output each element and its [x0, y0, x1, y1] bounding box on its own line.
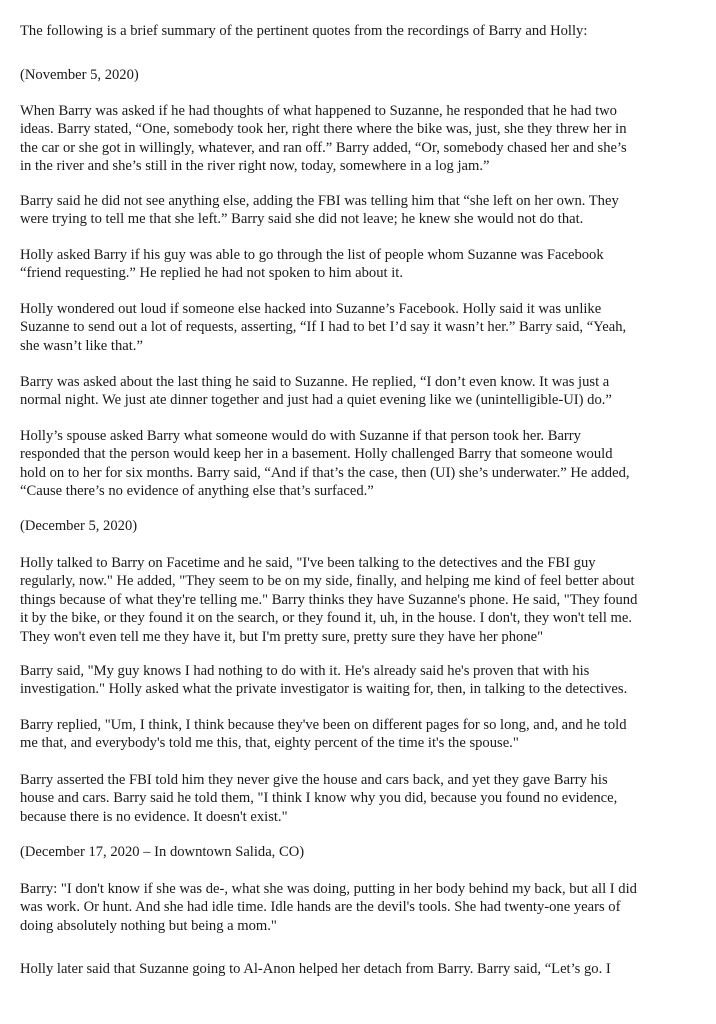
text-line: When Barry was asked if he had thoughts of what happened to Suzanne, he responded that he had two: [20, 103, 617, 119]
text-line: Barry was asked about the last thing he said to Suzanne. He replied, “I don’t even know. It was just a: [20, 374, 610, 390]
text-line: responded that the person would keep her in a basement. Holly challenged Barry that someone would: [20, 446, 613, 463]
text-line: the car or she got in willingly, whatever, and ran off.” Barry added, “Or, somebody chased her and she’s: [20, 139, 627, 156]
text-line: in the river and she’s still in the river right now, today, somewhere in a log jam.”: [20, 158, 490, 175]
text-line: she wasn’t like that.”: [20, 337, 143, 354]
text-line: me that, and everybody's told me this, that, eighty percent of the time it's the spouse.": [20, 735, 519, 752]
text-line: Barry replied, "Um, I think, I think because they've been on different pages for so long, and, and he told: [20, 717, 627, 733]
paragraph-last-thing-said: [20, 373, 710, 410]
text-line: Barry said, "My guy knows I had nothing to do with it. He's already said he's proven that with his: [20, 663, 590, 679]
paragraph-private-investigator: [20, 662, 710, 699]
text-line: Barry: "I don't know if she was de-, what she was doing, putting in her body behind my back, but all I did: [20, 881, 637, 897]
text-line: ideas. Barry stated, “One, somebody took her, right there where the bike was, just, she they threw her in: [20, 121, 627, 138]
paragraph-eighty-percent: [20, 716, 710, 753]
text-line: investigation." Holly asked what the private investigator is waiting for, then, in talking to the detectives.: [20, 681, 628, 698]
paragraph-fbi-left-on-own: [20, 192, 710, 229]
text-line: Suzanne to send out a lot of requests, asserting, “If I had to bet I’d say it wasn’t her.” Barry said, “Yeah,: [20, 319, 627, 336]
text-line: Holly wondered out loud if someone else hacked into Suzanne’s Facebook. Holly said it was unlike: [20, 301, 602, 317]
text-line: Barry said he did not see anything else, adding the FBI was telling him that “she left on her own. They: [20, 193, 619, 209]
paragraph-facebook-friend-requests: [20, 246, 710, 283]
text-line: normal night. We just ate dinner together and just had a quiet evening like we (unintelligible-UI) do.”: [20, 392, 612, 409]
text-line: Holly’s spouse asked Barry what someone would do with Suzanne if that person took her. Barry: [20, 428, 581, 444]
date-heading-nov-5: (November 5, 2020): [20, 67, 139, 83]
paragraph-barry-two-ideas: [20, 102, 710, 176]
text-line: because there is no evidence. It doesn't exist.": [20, 808, 288, 825]
text-line: house and cars. Barry said he told them, "I think I know why you did, because you found no evidence,: [20, 790, 618, 807]
paragraph-spouse-question: [20, 427, 710, 501]
text-line: were trying to tell me that she left.” Barry said she did not leave; he knew she would not do that.: [20, 211, 584, 228]
paragraph-barry-quote-idle-hands: [20, 880, 710, 935]
text-line: Holly later said that Suzanne going to Al-Anon helped her detach from Barry. Barry said, “Let’s go. I: [20, 961, 611, 977]
text-line: doing absolutely nothing but being a mom.": [20, 917, 277, 934]
paragraph-facetime-call: [20, 554, 710, 646]
text-line: was work. Or hunt. And she had idle time. Idle hands are the devil's tools. She had twenty-one years of: [20, 899, 621, 916]
text-line: things because of what they're telling me." Barry thinks they have Suzanne's phone. He said, "They found: [20, 591, 638, 608]
paragraph-facebook-hacked: [20, 300, 710, 355]
date-heading-dec-17: (December 17, 2020 – In downtown Salida, CO): [20, 844, 305, 860]
text-line: it by the bike, or they found it on the search, or they found it, uh, in the house. I don't, they won't tell me.: [20, 610, 632, 627]
paragraph-house-and-cars: [20, 771, 710, 826]
text-line: “friend requesting.” He replied he had not spoken to him about it.: [20, 265, 403, 282]
text-line: Holly talked to Barry on Facetime and he said, "I've been talking to the detectives and the FBI guy: [20, 555, 596, 571]
paragraph-al-anon: [20, 960, 710, 978]
intro-paragraph: The following is a brief summary of the pertinent quotes from the recordings of Barry and Holly:: [20, 23, 588, 39]
text-line: hold on to her for six months. Barry said, “And if that’s the case, then (UI) she’s underwater.” He added,: [20, 464, 630, 481]
date-heading-dec-5: (December 5, 2020): [20, 518, 138, 534]
text-line: They won't even tell me they have it, but I'm pretty sure, pretty sure they have her phone": [20, 628, 544, 645]
text-line: Holly asked Barry if his guy was able to go through the list of people whom Suzanne was Facebook: [20, 247, 604, 263]
text-line: Barry asserted the FBI told him they never give the house and cars back, and yet they gave Barry his: [20, 772, 608, 788]
text-line: “Cause there’s no evidence of anything else that’s surfaced.”: [20, 483, 374, 500]
text-line: regularly, now." He added, "They seem to be on my side, finally, and helping me kind of feel better about: [20, 573, 635, 590]
